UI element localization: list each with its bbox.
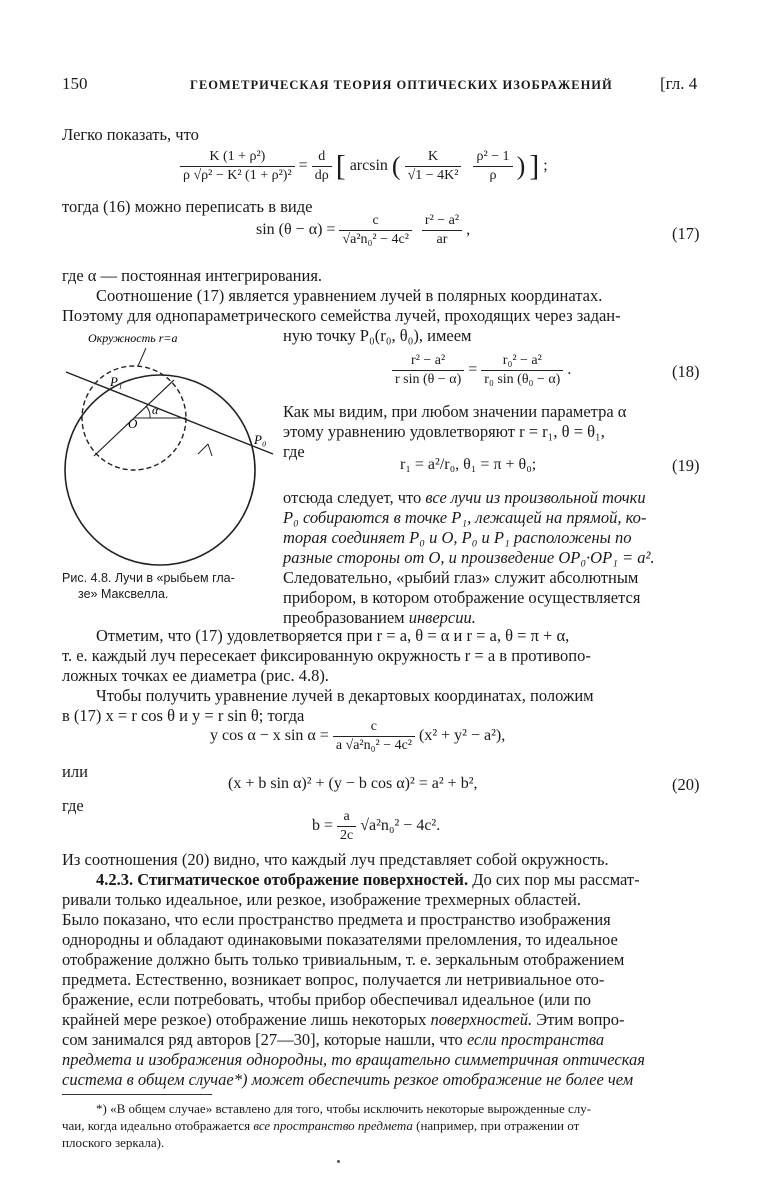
text-line: Было показано, что если пространство предмета и пространство изображения [62,910,611,929]
formula-lhs: b = [312,817,334,835]
figure-fish-eye [58,328,280,578]
comma: , [466,221,471,239]
formula-17 [256,212,470,249]
text-line: Легко показать, что [62,125,199,144]
equation-number: (17) [672,224,700,243]
numerator: K (1 + ρ²) [180,148,295,167]
italic-span: все лучи из произвольной точки [425,488,646,507]
text-line: Как мы видим, при любом значении параметра α [283,402,627,421]
text-span: сом занимался ряд авторов [27—30], которые нашли, что [62,1030,467,1049]
fraction [481,352,563,389]
formula-20: (x + b sin α)² + (y − b cos α)² = a² + b², [228,775,478,792]
fraction [339,212,411,249]
figure-caption: зе» Максвелла. [78,587,169,601]
italic-span: если пространства [466,1030,605,1049]
italic-span: инверсии. [408,608,476,627]
numerator: a [337,808,356,827]
formula-18 [392,352,571,389]
text-line [62,1030,604,1050]
print-speck [337,1160,340,1163]
numerator: c [333,718,415,737]
text-line: предмета. Естественно, возникает вопрос, получается ли нетривиальное ото- [62,970,605,989]
text-span: чаи, когда идеально отображается [62,1118,254,1133]
text-line: P₀ собираются в точке P₁, лежащей на прямой, ко- [283,508,647,527]
text-line: ную точку P₀(r₀, θ₀), имеем [283,326,472,345]
text-line [62,1010,624,1030]
text-line: где [283,442,305,461]
denominator: r₀ sin (θ₀ − α) [484,372,561,387]
text-line: предмета и изображения однородны, то вращательно симметричная оптическая [62,1050,645,1069]
denominator: dρ [314,168,329,183]
text-line [283,608,476,628]
equation-number: (19) [672,456,700,475]
paren-open: ( [391,151,401,181]
numerator: r² − a² [422,212,462,231]
formula-arcsin [180,148,548,185]
denominator: √a²n₀² − 4c² [342,232,409,247]
numerator: d [312,148,332,167]
denominator: √1 − 4K² [407,168,459,183]
point-p0-label: P₀ [254,432,267,447]
text-line: Поэтому для однопараметрического семейства лучей, проходящих через задан- [62,306,621,325]
text-line: или [62,762,88,781]
text-line: бражение, если потребовать, чтобы прибор обеспечивал идеальное (или по [62,990,592,1009]
text-span: преобразованием [283,608,409,627]
arcsin-label: arcsin [349,157,388,175]
text-line: т. е. каждый луч пересекает фиксированную окружность r = a в противопо- [62,646,591,665]
denominator: ar [436,232,448,247]
text-line: отображение должно быть только тривиальным, т. е. зеркальным отображением [62,950,625,969]
text-line: тогда (16) можно переписать в виде [62,197,313,216]
footnote-line [62,1117,579,1134]
text-line: в (17) x = r cos θ и y = r sin θ; тогда [62,706,305,725]
period: . [567,361,572,379]
formula-rhs: √a²n₀² − 4c². [360,817,441,835]
figure-caption: Рис. 4.8. Лучи в «рыбьем гла- [62,571,235,585]
point-p1-label: P₁ [110,374,123,389]
denominator: ρ √ρ² − K² (1 + ρ²)² [183,168,292,183]
angle-alpha-label: α [152,403,159,417]
point-o-label: O [128,416,138,431]
equation-number: (18) [672,362,700,381]
text-line: торая соединяет P₀ и O, P₀ и P₁ расположены по [283,528,632,547]
italic-span: поверхностей. [430,1010,533,1029]
text-line: Отметим, что (17) удовлетворяется при r = a, θ = α и r = a, θ = π + α, [96,626,570,645]
numerator: r₀² − a² [481,352,563,371]
text-span: крайней мере резкое) отображение лишь некоторых [62,1010,431,1029]
text-line: прибором, в котором отображение осуществляется [283,588,641,607]
formula-lhs: y cos α − x sin α = [210,727,329,745]
bracket-open: [ [335,149,346,183]
paren-close: ) [516,151,526,181]
italic-span: все пространство предмета [253,1118,413,1133]
fraction [337,808,356,845]
text-line: однородны и обладают одинаковыми показателями преломления, то идеальное [62,930,618,949]
text-line: где [62,796,84,815]
denominator: a √a²n₀² − 4c² [335,738,413,753]
label-leader [138,348,146,366]
footnote-line: *) «В общем случае» вставлено для того, чтобы исключить некоторые вырожденные слу- [96,1101,592,1116]
formula-19: r₁ = a²/r₀, θ₁ = π + θ₀; [400,456,537,473]
numerator: c [339,212,411,231]
semicolon: ; [543,157,548,175]
text-line [96,870,640,890]
formula-rhs: (x² + y² − a²), [419,727,506,745]
text-line: система в общем случае*) может обеспечить резкое отображение не более чем [62,1070,634,1089]
fraction [422,212,462,249]
footnote-line: плоского зеркала). [62,1135,165,1150]
text-line: где α — постоянная интегрирования. [62,266,323,285]
arrow-mark [198,444,208,454]
text-line: Чтобы получить уравнение лучей в декартовых координатах, положим [96,686,594,705]
fraction [405,148,462,185]
fraction [333,718,415,755]
formula-cartesian [210,718,505,755]
fraction [180,148,295,185]
page-number: 150 [62,74,88,93]
fraction [473,148,512,185]
numerator: ρ² − 1 [473,148,512,167]
text-span: Этим вопро- [532,1010,625,1029]
bracket-close: ] [529,149,540,183]
formula-b [312,808,440,845]
text-line: Соотношение (17) является уравнением лучей в полярных координатах. [96,286,603,305]
circle-label: Окружность r=a [88,331,178,345]
text-line: ложных точках ее диаметра (рис. 4.8). [62,666,329,685]
running-title: ГЕОМЕТРИЧЕСКАЯ ТЕОРИЯ ОПТИЧЕСКИХ ИЗОБРАЖЕНИЙ [190,78,613,92]
section-heading: 4.2.3. Стигматическое отображение поверхностей. [96,870,469,889]
denominator: ρ [489,168,497,183]
denominator: r sin (θ − α) [395,372,462,387]
text-line: разные стороны от O, и произведение OP₀·OP₁ = a². [283,548,655,567]
text-line: Из соотношения (20) видно, что каждый луч представляет собой окружность. [62,850,609,869]
derivative [312,148,332,185]
equation-number: (20) [672,775,700,794]
numerator: K [405,148,462,167]
text-span: До сих пор мы рассмат- [468,870,640,889]
text-line: ривали только идеальное, или резкое, изображение трехмерных областей. [62,890,582,909]
text-span: (например, при отражении от [412,1118,580,1133]
arrow-mark [208,444,212,456]
equals-sign: = [468,361,478,379]
fraction [392,352,464,389]
text-line [283,488,646,508]
numerator: r² − a² [392,352,464,371]
formula-lhs: sin (θ − α) = [256,221,336,239]
text-span: отсюда следует, что [283,488,426,507]
denominator: 2c [340,828,354,843]
equals-sign: = [298,157,308,175]
ray-circle [65,375,255,565]
footnote-rule [62,1094,212,1095]
angle-arc [146,406,150,418]
chapter-marker: [гл. 4 [660,74,698,93]
text-line: Следовательно, «рыбий глаз» служит абсолютным [283,568,639,587]
text-line: этому уравнению удовлетворяют r = r₁, θ = θ₁, [283,422,605,441]
